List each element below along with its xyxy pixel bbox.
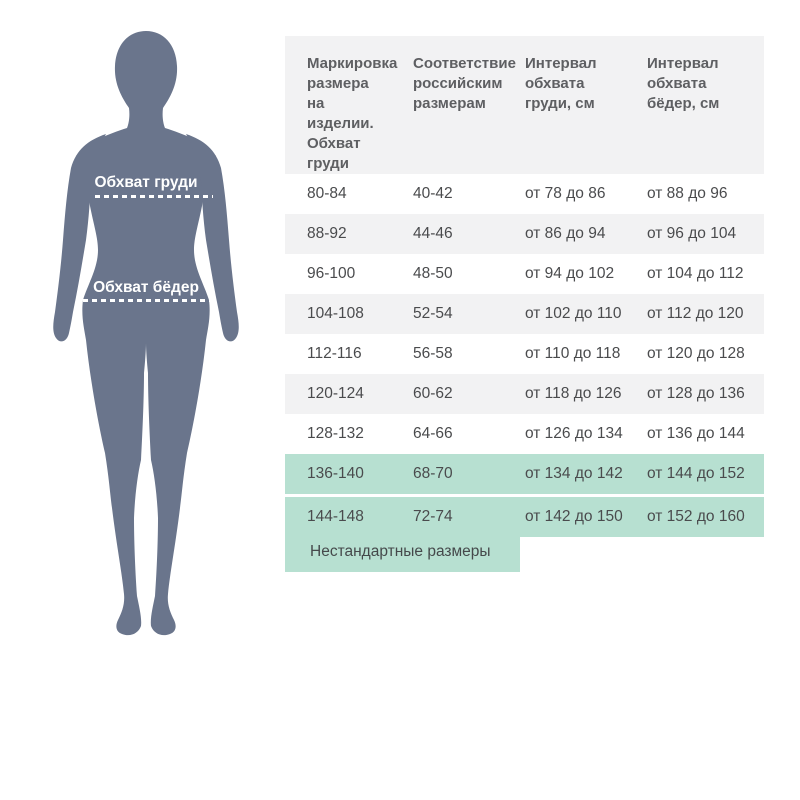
cell-chest: от 86 до 94 — [525, 225, 606, 242]
hips-dashed-line — [83, 299, 211, 302]
cell-chest: от 102 до 110 — [525, 305, 622, 322]
cell-hips: от 104 до 112 — [647, 265, 744, 282]
cell-ru-size: 44-46 — [413, 225, 453, 242]
cell-hips: от 96 до 104 — [647, 225, 737, 242]
table-row — [285, 174, 764, 214]
female-silhouette-icon — [36, 28, 256, 643]
header-hips-interval: Интервал обхвата бёдер, см — [647, 55, 720, 112]
cell-hips: от 144 до 152 — [647, 465, 745, 482]
cell-chest: от 126 до 134 — [525, 425, 623, 442]
cell-ru-size: 56-58 — [413, 345, 453, 362]
cell-size: 88-92 — [307, 225, 347, 242]
size-table-header — [285, 36, 764, 174]
cell-size: 96-100 — [307, 265, 356, 282]
cell-ru-size: 64-66 — [413, 425, 453, 442]
cell-size: 112-116 — [307, 345, 362, 362]
legend-label: Нестандартные размеры — [310, 543, 491, 560]
cell-hips: от 88 до 96 — [647, 185, 728, 202]
cell-chest: от 134 до 142 — [525, 465, 623, 482]
table-row — [285, 254, 764, 294]
hips-measure-label: Обхват бёдер — [93, 279, 199, 296]
cell-ru-size: 60-62 — [413, 385, 453, 402]
table-row-highlighted — [285, 454, 764, 494]
table-row — [285, 214, 764, 254]
cell-chest: от 110 до 118 — [525, 345, 621, 362]
cell-ru-size: 68-70 — [413, 465, 453, 482]
cell-ru-size: 48-50 — [413, 265, 453, 282]
table-row — [285, 294, 764, 334]
chest-measure-label: Обхват груди — [94, 174, 198, 191]
cell-size: 120-124 — [307, 385, 364, 402]
header-russian-size: Соответствие российским размерам — [413, 55, 516, 112]
chest-dashed-line — [95, 195, 213, 198]
cell-size: 136-140 — [307, 465, 364, 482]
cell-size: 104-108 — [307, 305, 364, 322]
body-measurement-diagram — [36, 28, 256, 643]
header-size-marking: Маркировка размера на изделии. Обхват груди — [307, 55, 398, 172]
cell-chest: от 118 до 126 — [525, 385, 622, 402]
cell-hips: от 152 до 160 — [647, 508, 745, 525]
cell-ru-size: 40-42 — [413, 185, 453, 202]
cell-ru-size: 52-54 — [413, 305, 453, 322]
cell-hips: от 112 до 120 — [647, 305, 744, 322]
cell-hips: от 128 до 136 — [647, 385, 745, 402]
cell-chest: от 142 до 150 — [525, 508, 623, 525]
table-row — [285, 374, 764, 414]
header-chest-interval: Интервал обхвата груди, см — [525, 55, 597, 112]
cell-hips: от 120 до 128 — [647, 345, 745, 362]
cell-chest: от 94 до 102 — [525, 265, 615, 282]
size-table — [285, 36, 764, 537]
table-row-highlighted — [285, 497, 764, 537]
cell-hips: от 136 до 144 — [647, 425, 745, 442]
cell-ru-size: 72-74 — [413, 508, 453, 525]
cell-size: 80-84 — [307, 185, 347, 202]
cell-size: 128-132 — [307, 425, 364, 442]
cell-chest: от 78 до 86 — [525, 185, 606, 202]
cell-size: 144-148 — [307, 508, 364, 525]
nonstandard-sizes-legend — [285, 532, 520, 572]
table-row — [285, 334, 764, 374]
table-row — [285, 414, 764, 454]
